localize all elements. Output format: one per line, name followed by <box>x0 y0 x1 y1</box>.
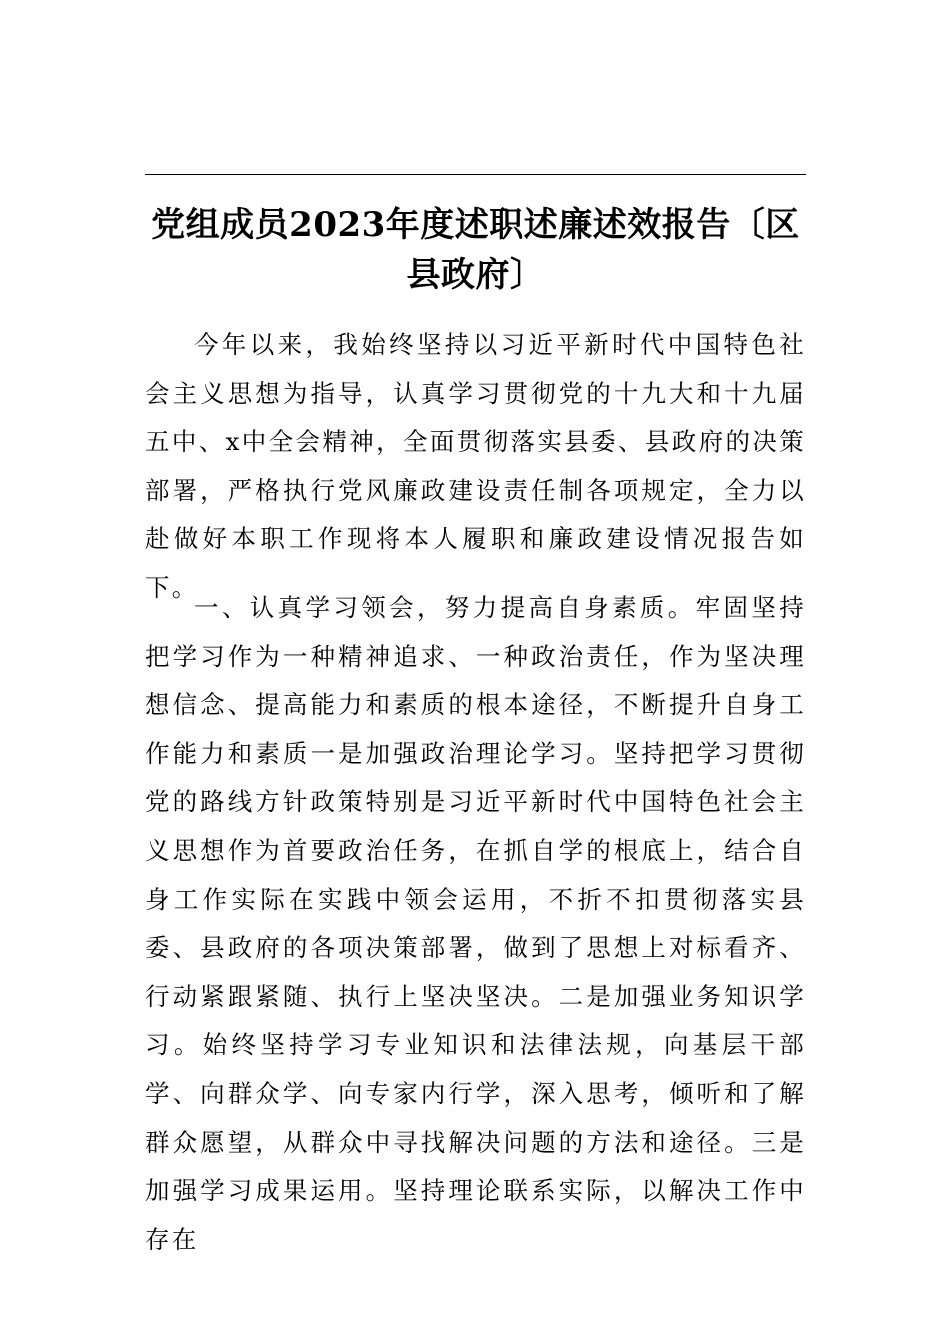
header-rule <box>145 174 806 175</box>
document-title: 党组成员2023年度述职述廉述效报告〔区县政府〕 <box>151 205 800 295</box>
paragraph-section-one: 一、认真学习领会，努力提高自身素质。牢固坚持把学习作为一种精神追求、一种政治责任，作为坚决理想信念、提高能力和素质的根本途径，不断提升自身工作能力和素质一是加强政治理论学习。坚持把学习贯彻党的路线方针政策特别是习近平新时代中国特色社会主义思想作为首要政治任务，在抓自学的根底上，结合自身工作实际在实践中领会运用，不折不扣贯彻落实县委、县政府的各项决策部署，做到了思想上对标看齐、行动紧跟紧随、执行上坚决坚决。二是加强业务知识学习。始终坚持学习专业知识和法律法规，向基层干部学、向群众学、向专家内行学，深入思考，倾听和了解群众愿望，从群众中寻找解决问题的方法和途径。三是加强学习成果运用。坚持理论联系实际，以解决工作中存在 <box>145 593 806 1254</box>
paragraph-intro: 今年以来，我始终坚持以习近平新时代中国特色社会主义思想为指导，认真学习贯彻党的十九大和十九届五中、x中全会精神，全面贯彻落实县委、县政府的决策部署，严格执行党风廉政建设责任制各项规定，全力以赴做好本职工作现将本人履职和廉政建设情况报告如下。 <box>145 330 806 602</box>
